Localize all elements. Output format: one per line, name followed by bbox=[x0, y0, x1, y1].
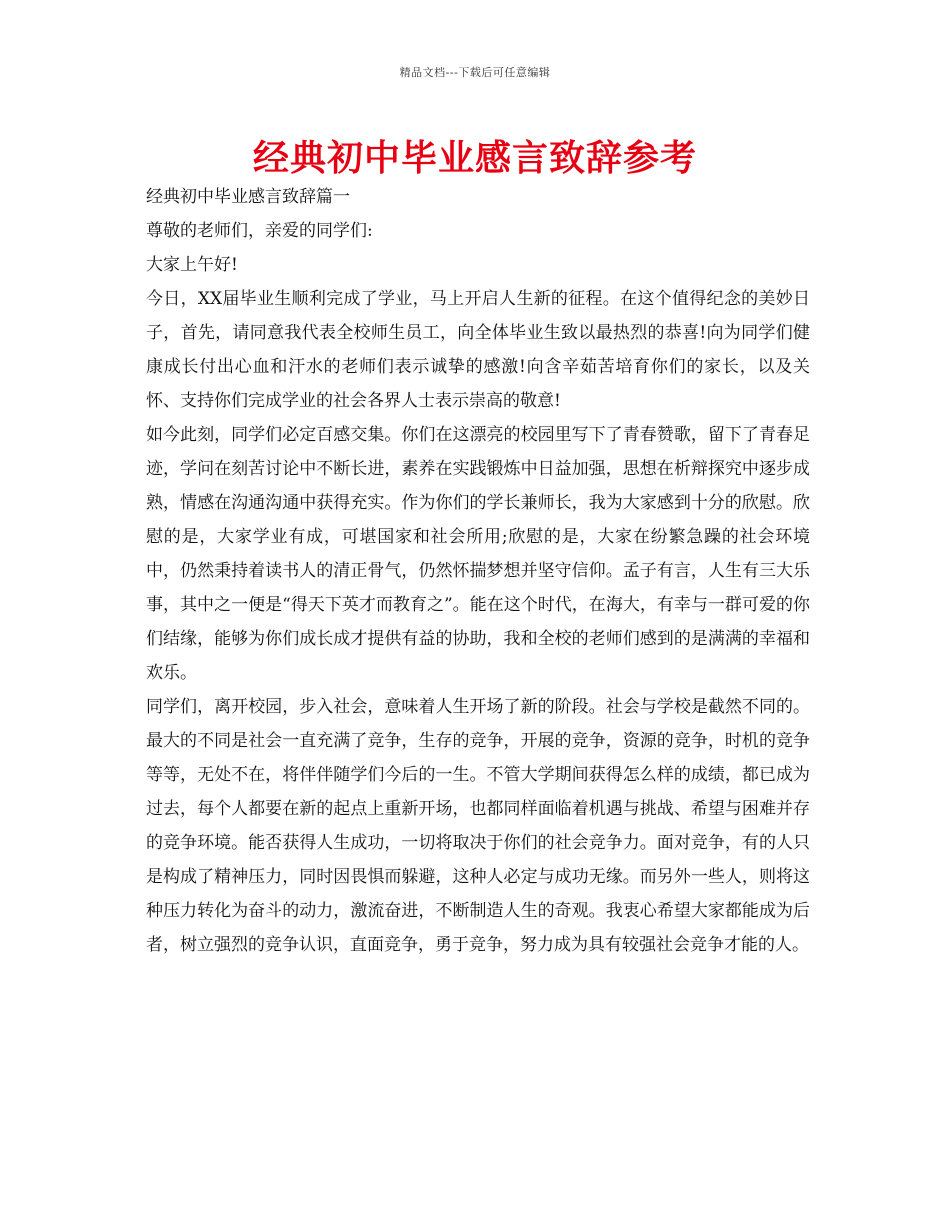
document-title: 经典初中毕业感言致辞参考 bbox=[252, 138, 697, 179]
salutation: 尊敬的老师们，亲爱的同学们: bbox=[146, 221, 373, 241]
document-body bbox=[146, 180, 810, 962]
body-paragraph: 如今此刻，同学们必定百感交集。你们在这漂亮的校园里写下了青春赞歌，留下了青春足迹，学问在刻苦讨论中不断长进，素养在实践锻炼中日益加强，思想在析辩探究中逐步成熟，情感在沟通沟通中获得充实。作为你们的学长兼师长，我为大家感到十分的欣慰。欣慰的是，大家学业有成，可堪国家和社会所用;欣慰的是，大家在纷繁急躁的社会环境中，仍然秉持着读书人的清正骨气，仍然怀揣梦想并坚守信仰。孟子有言，人生有三大乐事，其中之一便是“得天下英才而教育之”。能在这个时代，在海大，有幸与一群可爱的你们结缘，能够为你们成长成才提供有益的协助，我和全校的老师们感到的是满满的幸福和欢乐。 bbox=[146, 425, 810, 683]
body-paragraph: 同学们，离开校园，步入社会，意味着人生开场了新的阶段。社会与学校是截然不同的。最大的不同是社会一直充满了竞争，生存的竞争，开展的竞争，资源的竞争，时机的竞争等等，无处不在，将伴伴随学们今后的一生。不管大学期间获得怎么样的成绩，都已成为过去，每个人都要在新的起点上重新开场，也都同样面临着机遇与挑战、希望与困难并存的竞争环境。能否获得人生成功，一切将取决于你们的社会竞争力。面对竞争，有的人只是构成了精神压力，同时因畏惧而躲避，这种人必定与成功无缘。而另外一些人，则将这种压力转化为奋斗的动力，激流奋进，不断制造人生的奇观。我衷心希望大家都能成为后者，树立强烈的竞争认识，直面竞争，勇于竞争，努力成为具有较强社会竞争才能的人。 bbox=[146, 697, 810, 955]
page-header: 精品文档---下载后可任意编辑 bbox=[399, 66, 551, 79]
body-paragraph: 今日，XX届毕业生顺利完成了学业，马上开启人生新的征程。在这个值得纪念的美妙日子，首先，请同意我代表全校师生员工，向全体毕业生致以最热烈的恭喜!向为同学们健康成长付出心血和汗水的老师们表示诚挚的感激!向含辛茹苦培育你们的家长，以及关怀、支持你们完成学业的社会各界人士表示崇高的敬意! bbox=[146, 289, 810, 411]
greeting: 大家上午好! bbox=[146, 255, 238, 275]
section-heading: 经典初中毕业感言致辞篇一 bbox=[146, 187, 350, 207]
